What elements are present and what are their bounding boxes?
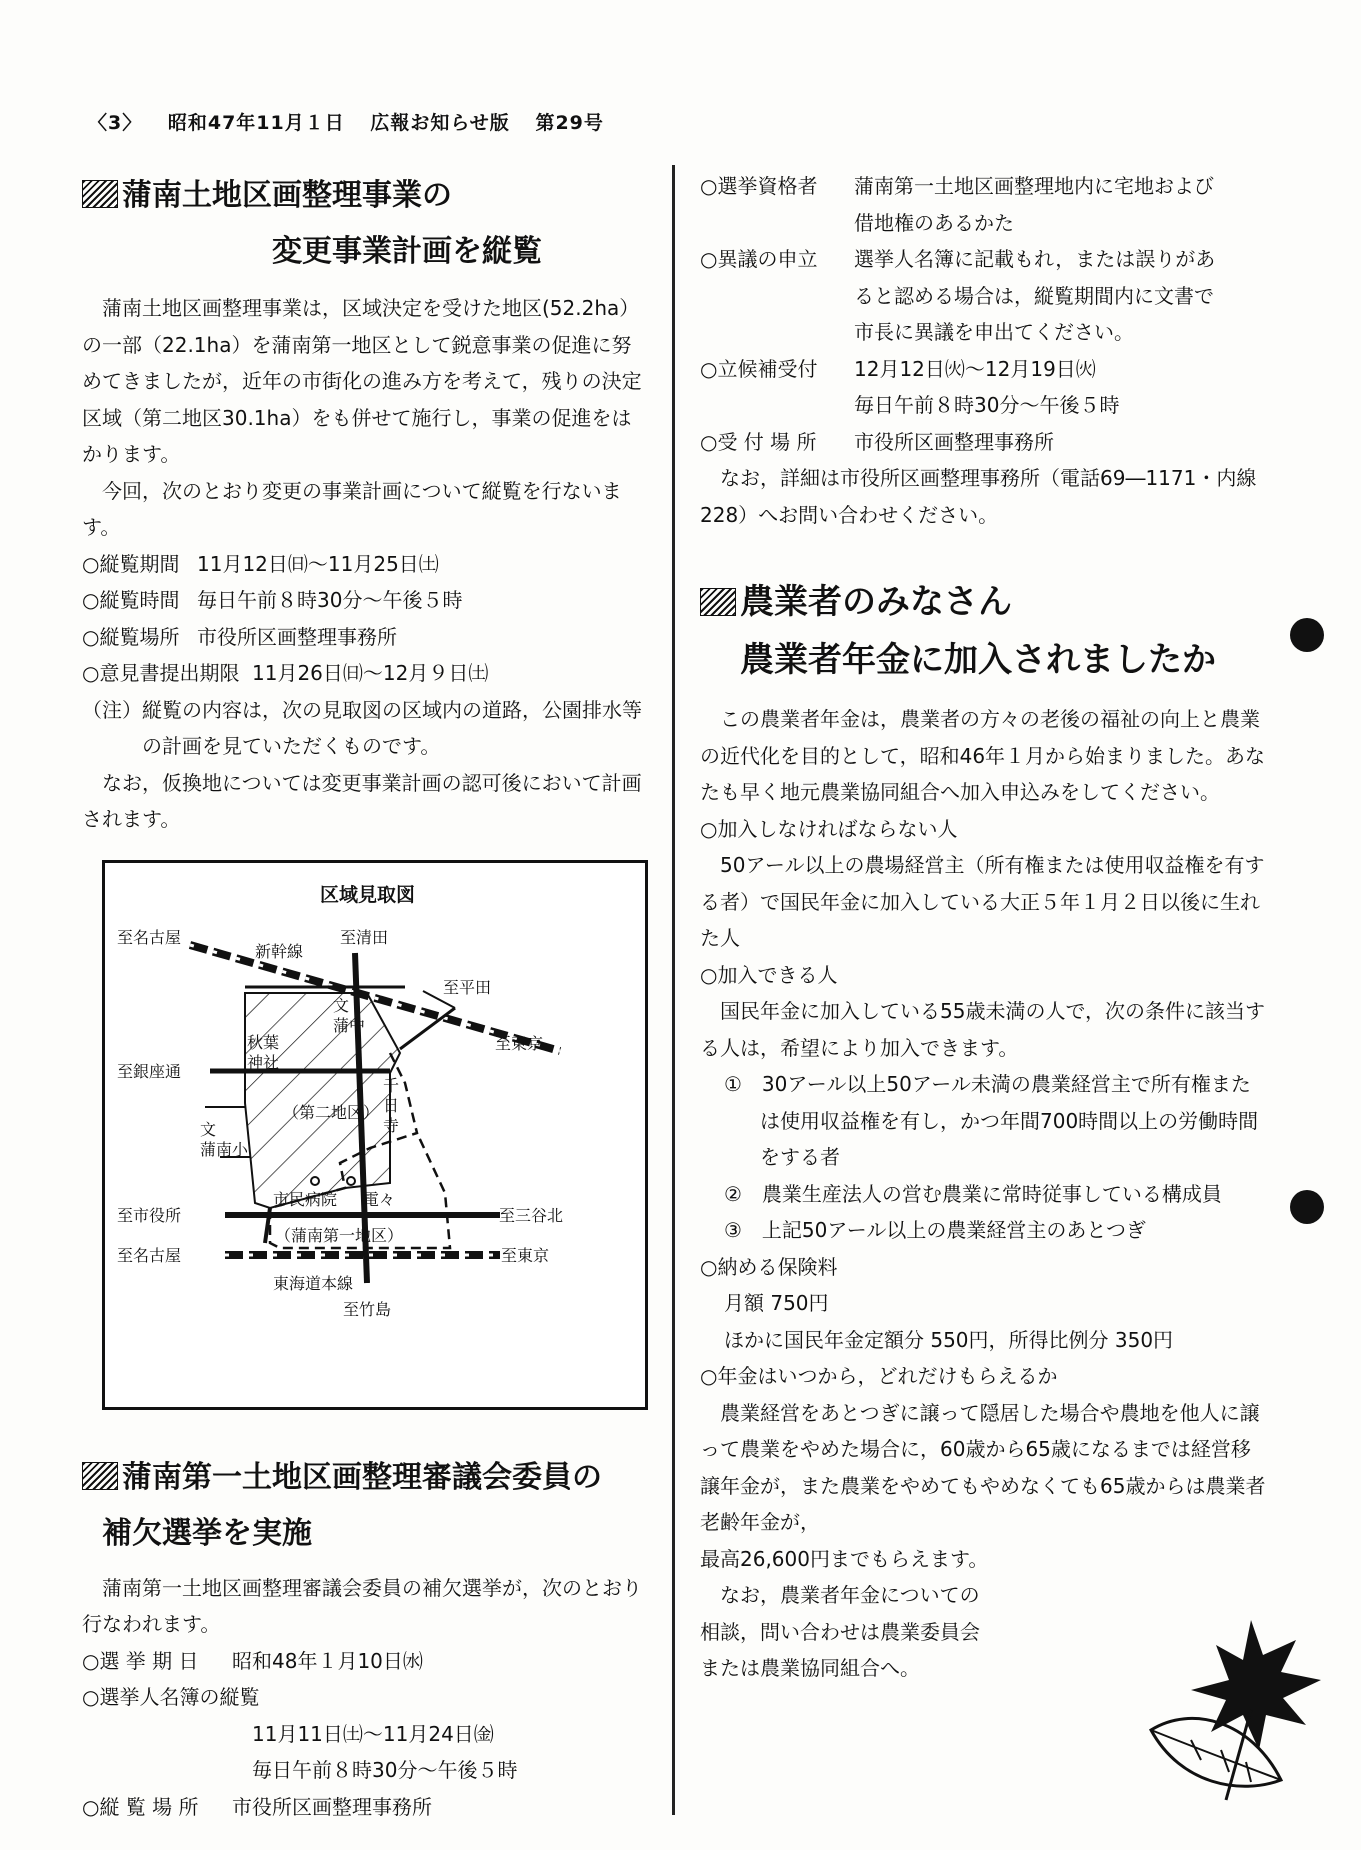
page-number: 〈3〉 [88, 112, 143, 134]
article2-title-line2: 補欠選挙を実施 [102, 1515, 312, 1551]
article1-title-line2: 変更事業計画を縦覧 [272, 234, 542, 269]
consult-line: または農業協同組合へ。 [700, 1656, 920, 1680]
map-label-gamachu: 文蒲中 [333, 995, 366, 1035]
issue-date: 昭和47年11月１日 [167, 112, 345, 134]
objection-cont: 市長に異議を申出てください。 [854, 320, 1134, 344]
map-label-to-ginza: 至銀座通 [117, 1061, 182, 1081]
map-label-tokaido: 東海道本線 [273, 1273, 354, 1293]
map-label-to-city-hall: 至市役所 [117, 1205, 182, 1225]
candidacy-time: 毎日午前８時30分～午後５時 [854, 393, 1120, 417]
premium-other: ほかに国民年金定額分 550円，所得比例分 350円 [724, 1327, 1174, 1352]
map-label-to-tokyo-bottom: 至東京 [501, 1245, 550, 1265]
condition-item: ③ 上記50アール以上の農業経営主のあとつぎ [724, 1218, 1146, 1242]
voter-qualification: ○選挙資格者 蒲南第一土地区画整理地内に宅地および [700, 174, 1214, 198]
benefit-label: ○年金はいつから，どれだけもらえるか [700, 1364, 1058, 1388]
can-join-label: ○加入できる人 [700, 962, 838, 987]
issue-number: 第29号 [535, 112, 604, 134]
article1-item: ○縦覧期間 11月12日㈰～11月25日㈯ [82, 551, 439, 576]
consult-line: 相談，問い合わせは農業委員会 [700, 1619, 980, 1644]
page-header [88, 108, 622, 135]
binding-hole-icon [1290, 618, 1324, 652]
benefit-text: 農業経営をあとつぎに譲って隠居した場合や農地を他人に譲って農業をやめた場合に，60歳から65歳になるまでは経営移譲年金が，また農業をやめてもやめなくても65歳からは農業者老齢年金が， [700, 1400, 1266, 1534]
roll-inspection-time: 毎日午前８時30分～午後５時 [252, 1758, 518, 1782]
hatch-bullet-icon [82, 180, 118, 208]
map-label-shinkansen: 新幹線 [255, 941, 304, 961]
area-map-drawing [105, 863, 645, 1407]
map-title: 区域見取図 [320, 883, 416, 906]
inspection-place: ○縦 覧 場 所 市役所区画整理事務所 [82, 1794, 432, 1819]
article2-intro: 蒲南第一土地区画整理審議会委員の補欠選挙が，次のとおり行なわれます。 [82, 1575, 642, 1636]
roll-inspection-label: ○選挙人名簿の縦覧 [82, 1685, 260, 1709]
article3-title-line2: 農業者年金に加入されましたか [740, 640, 1216, 680]
map-label-to-takeshima: 至竹島 [343, 1299, 392, 1319]
article3-title-line1: 農業者のみなさん [700, 573, 1270, 631]
article2-title-line1: 蒲南第一土地区画整理審議会委員の [82, 1450, 648, 1506]
left-column [82, 168, 648, 1825]
map-label-to-nagoya-bottom: 至名古屋 [117, 1245, 182, 1265]
benefit-max: 最高26,600円までもらえます。 [700, 1546, 989, 1571]
objection-cont: ると認める場合は，縦覧期間内に文書で [854, 283, 1214, 308]
map-label-to-tokyo: 至東京 [495, 1033, 544, 1053]
consult-line: なお，農業者年金についての [720, 1583, 980, 1607]
roll-inspection-period: 11月11日㈯～11月24日㈮ [252, 1721, 494, 1746]
map-label-district1: （蒲南第一地区） [275, 1225, 404, 1245]
map-label-district2: （第二地区） [283, 1102, 380, 1122]
objection: ○異議の申立 選挙人名簿に記載もれ，または誤りがあ [700, 247, 1216, 271]
binding-hole-icon [1290, 1190, 1324, 1224]
reception-place: ○受 付 場 所 市役所区画整理事務所 [700, 429, 1054, 454]
article1-title-line1: 蒲南土地区画整理事業の [82, 168, 648, 224]
map-label-to-kiyota: 至清田 [340, 927, 389, 947]
article1-paragraph: 今回，次のとおり変更の事業計画について縦覧を行ないます。 [82, 478, 622, 539]
maple-leaf-icon [1131, 1610, 1331, 1810]
map-label-akiba-shrine: 秋葉神社 [247, 1032, 280, 1072]
article1-closing: なお，仮換地については変更事業計画の認可後において計画されます。 [82, 770, 642, 831]
article1-paragraph: 蒲南土地区画整理事業は，区域決定を受けた地区(52.2ha）の一部（22.1ha）を蒲南第一地区として鋭意事業の促進に努めてきましたが，近年の市街化の進み方を考えて，残りの決定区域（第二地区30.1ha）をも併せて施行し，事業の促進をはかります。 [82, 296, 642, 466]
map-label-gamanan-elem: 文蒲南小 [200, 1119, 249, 1159]
map-label-to-nagoya: 至名古屋 [117, 927, 182, 947]
hatch-bullet-icon [700, 588, 736, 616]
edition-name: 広報お知らせ版 [370, 112, 510, 134]
area-map [102, 860, 648, 1410]
article1-item: ○意見書提出期限 11月26日㈰～12月９日㈯ [82, 661, 489, 685]
must-join-text: 50アール以上の農場経営主（所有権または使用収益権を有する者）で国民年金に加入している大正５年１月２日以後に生れた人 [700, 853, 1265, 950]
column-divider [672, 165, 675, 1815]
condition-item: ① 30アール以上50アール未満の農業経営主で所有権または使用収益権を有し，かつ年間700時間以上の労働時間をする者 [724, 1072, 1259, 1169]
voter-qualification-cont: 借地権のあるかた [854, 210, 1014, 235]
contact-info: なお，詳細は市役所区画整理事務所（電話69―1171・内線 228）へお問い合わせください。 [700, 466, 1257, 527]
election-day: ○選 挙 期 日 昭和48年１月10日㈬ [82, 1648, 423, 1673]
premium-monthly: 月額 750円 [724, 1291, 829, 1315]
article3-intro: この農業者年金は，農業者の方々の老後の福祉の向上と農業の近代化を目的として，昭和46年１月から始まりました。あなたも早く地元農業協同組合へ加入申込みをしてください。 [700, 707, 1266, 804]
map-label-senichiji: 千日寺 [383, 1075, 400, 1135]
hatch-bullet-icon [82, 1462, 118, 1490]
must-join-label: ○加入しなければならない人 [700, 816, 958, 841]
map-label-telegraph: 電々 [363, 1189, 396, 1209]
article1-item: ○縦覧時間 毎日午前８時30分～午後５時 [82, 588, 463, 612]
map-label-hospital: 市民病院 [273, 1189, 338, 1209]
article1-note: （注）縦覧の内容は，次の見取図の区域内の道路，公園排水等の計画を見ていただくものです。 [82, 697, 642, 758]
map-label-to-sanyakita: 至三谷北 [499, 1205, 564, 1225]
premium-label: ○納める保険料 [700, 1254, 838, 1279]
map-label-to-hirata: 至平田 [443, 977, 492, 997]
candidacy: ○立候補受付 12月12日㈫～12月19日㈫ [700, 356, 1096, 381]
right-column [700, 168, 1270, 1687]
condition-item: ② 農業生産法人の営む農業に常時従事している構成員 [724, 1181, 1222, 1206]
article1-item: ○縦覧場所 市役所区画整理事務所 [82, 624, 397, 649]
can-join-text: 国民年金に加入している55歳未満の人で，次の条件に該当する人は，希望により加入できます。 [700, 999, 1266, 1060]
